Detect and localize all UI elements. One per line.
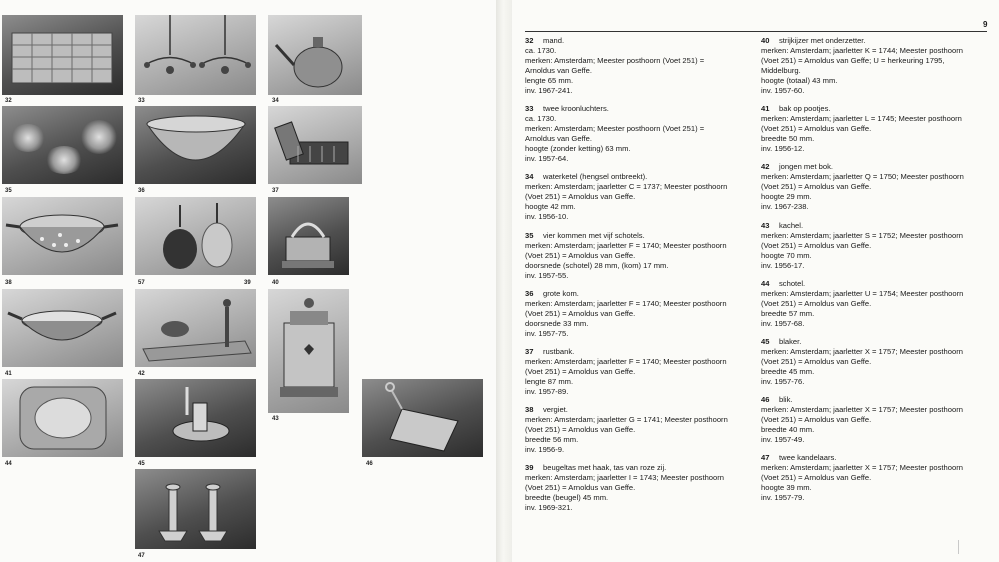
colander-illustration [2, 197, 123, 275]
photo-label: 35 [5, 188, 12, 194]
entry-detail-line: inv. 1957-68. [761, 318, 805, 328]
entry-heading [761, 279, 987, 289]
entry-detail-line: merken: Amsterdam; jaarletter F = 1740; Meester posthoorn [525, 356, 727, 366]
entry-detail-line: (Voet 251) = Arnoldus van Geffe. [761, 182, 872, 192]
entry-detail-line: breedte 57 mm. [761, 308, 815, 318]
saucer-illustration [2, 379, 123, 457]
photo-label: 47 [138, 553, 145, 559]
entry-detail-line: hoogte 42 mm. [525, 202, 576, 212]
entry-heading [761, 395, 987, 405]
photo-57-39-purses [135, 197, 256, 275]
entry-detail-line: merken: Amsterdam; Meester posthoorn (Voet 251) = [525, 124, 705, 134]
entry-heading [525, 405, 747, 415]
entry-detail-line: merken: Amsterdam; jaarletter L = 1745; Meester posthoorn [761, 114, 962, 124]
photo-47-candlesticks [135, 469, 256, 549]
entry-detail-line: ca. 1730. [525, 46, 557, 55]
entry-detail-line: Middelburg. [761, 66, 801, 75]
candlesticks-illustration [135, 469, 256, 549]
entry-heading [525, 347, 747, 357]
entry-title: beugeltas met haak, tas van roze zij. [543, 463, 667, 473]
chandeliers-illustration [135, 15, 256, 95]
photo-label: 36 [138, 188, 145, 194]
photo-43-stove [268, 289, 349, 413]
photo-33-chandeliers [135, 15, 256, 95]
catalogue-entry [525, 172, 747, 222]
photo-label: 41 [5, 371, 12, 377]
entry-detail-line: hoogte 39 mm. [761, 483, 812, 493]
catalogue-entry [525, 347, 747, 397]
entry-detail-line: inv. 1957-55. [525, 270, 569, 280]
page-edge-mark [958, 540, 965, 554]
entry-number: 44 [761, 278, 770, 288]
entry-detail-line: merken: Amsterdam; jaarletter X = 1757; Meester posthoorn [761, 346, 963, 356]
photo-label: 34 [272, 98, 279, 104]
entry-title: grote kom. [543, 288, 579, 298]
entry-detail-line: merken: Amsterdam; jaarletter G = 1741; Meester posthoorn [525, 415, 728, 425]
entry-number: 35 [525, 230, 534, 240]
entry-number: 43 [761, 220, 770, 230]
entry-title: twee kandelaars. [779, 453, 837, 463]
entry-detail-line: (Voet 251) = Arnoldus van Geffe. [525, 366, 636, 376]
entry-detail-line: breedte (beugel) 45 mm. [525, 493, 609, 503]
entry-number: 40 [761, 36, 770, 45]
daybed-illustration [268, 106, 362, 184]
entry-detail-line: hoogte 70 mm. [761, 250, 812, 260]
entry-detail-line: doorsnede (schotel) 28 mm, (kom) 17 mm. [525, 260, 669, 270]
catalogue-entry [525, 104, 747, 164]
entry-detail-line: merken: Amsterdam; jaarletter C = 1737; Meester posthoorn [525, 182, 728, 192]
entry-detail-line: inv. 1957-75. [525, 328, 569, 338]
entry-detail-line: ca. 1730. [525, 114, 557, 124]
entry-detail-line: inv. 1957-89. [525, 386, 569, 396]
entry-detail-line: (Voet 251) = Arnoldus van Geffe. [761, 240, 872, 250]
entry-detail-line: breedte 45 mm. [761, 366, 815, 376]
catalogue-entry [761, 395, 987, 445]
photo-label: 39 [244, 280, 251, 286]
entry-title: schotel. [779, 278, 806, 288]
boy-with-goat-illustration [135, 289, 256, 367]
entry-detail-line: inv. 1957-64. [525, 154, 569, 164]
entry-detail-line: (Voet 251) = Arnoldus van Geffe. [525, 192, 636, 202]
photo-label: 46 [366, 461, 373, 467]
entry-title: rustbank. [543, 346, 575, 356]
entry-detail-line: (Voet 251) = Arnoldus van Geffe. [525, 483, 636, 493]
entry-detail-line: merken: Amsterdam; jaarletter Q = 1750; Meester posthoorn [761, 172, 964, 182]
entry-number: 37 [525, 346, 534, 356]
entry-title: twee kroonluchters. [543, 104, 609, 114]
photo-label: 38 [5, 280, 12, 286]
entry-detail-line: Arnoldus van Geffe. [525, 134, 592, 144]
entry-detail-line: inv. 1969-321. [525, 503, 573, 513]
entry-detail-line: inv. 1956-10. [525, 212, 569, 222]
entry-heading [761, 337, 987, 347]
photo-label: 40 [272, 280, 279, 286]
photo-35-bowls-and-saucers [2, 106, 123, 184]
entry-detail-line: (Voet 251) = Arnoldus van Geffe. [761, 415, 872, 425]
entry-detail-line: inv. 1956-17. [761, 260, 805, 270]
photo-label: 42 [138, 371, 145, 377]
photo-45-candleholder [135, 379, 256, 457]
entry-detail-line: merken: Amsterdam; jaarletter F = 1740; Meester posthoorn [525, 298, 727, 308]
entry-title: bak op pootjes. [779, 104, 831, 114]
catalogue-entry [525, 405, 747, 455]
photo-44-saucer [2, 379, 123, 457]
entry-title: strijkijzer met onderzetter. [779, 36, 866, 45]
photo-46-dustpan [362, 379, 483, 457]
photo-41-footed-dish [2, 289, 123, 367]
header-rule [525, 31, 987, 32]
entry-detail-line: breedte 40 mm. [761, 425, 815, 435]
entry-number: 47 [761, 453, 770, 463]
kettle-illustration [268, 15, 362, 95]
entry-detail-line: breedte 50 mm. [761, 134, 815, 144]
entry-detail-line: merken: Amsterdam; jaarletter F = 1740; Meester posthoorn [525, 240, 727, 250]
entry-number: 36 [525, 288, 534, 298]
entry-heading [761, 36, 987, 46]
entry-detail-line: (Voet 251) = Arnoldus van Geffe. [525, 308, 636, 318]
entry-heading [525, 36, 747, 46]
catalogue-entry [761, 279, 987, 329]
catalogue-column-right [761, 36, 987, 512]
entry-detail-line: lengte 65 mm. [525, 76, 574, 85]
basket-illustration [2, 15, 123, 95]
entry-detail-line: inv. 1957-76. [761, 376, 805, 386]
iron-illustration [268, 197, 349, 275]
entry-number: 39 [525, 463, 534, 473]
page-number: 9 [983, 20, 988, 29]
entry-detail-line: inv. 1957-60. [761, 86, 805, 95]
photo-38-colander [2, 197, 123, 275]
entry-heading [761, 453, 987, 463]
entry-detail-line: inv. 1956-9. [525, 445, 565, 455]
candleholder-illustration [135, 379, 256, 457]
entry-detail-line: breedte 56 mm. [525, 435, 579, 445]
entry-heading [761, 162, 987, 172]
entry-heading [525, 104, 747, 114]
photo-label: 43 [272, 416, 279, 422]
catalogue-entry [761, 221, 987, 271]
catalogue-entry [761, 453, 987, 503]
entry-heading [525, 289, 747, 299]
entry-number: 32 [525, 36, 534, 45]
entry-title: vier kommen met vijf schotels. [543, 230, 645, 240]
entry-number: 33 [525, 104, 534, 114]
catalogue-entry [761, 36, 987, 96]
entry-heading [761, 221, 987, 231]
entry-title: blik. [779, 395, 793, 405]
entry-detail-line: inv. 1967-241. [525, 86, 573, 95]
catalogue-entry [761, 162, 987, 212]
catalogue-entry [525, 289, 747, 339]
entry-detail-line: merken: Amsterdam; jaarletter U = 1754; Meester posthoorn [761, 288, 964, 298]
catalogue-entry [525, 463, 747, 513]
photo-37-daybed [268, 106, 362, 184]
bowl-illustration [135, 106, 256, 184]
book-gutter [496, 0, 512, 562]
photo-40-iron [268, 197, 349, 275]
entry-detail-line: inv. 1957-79. [761, 493, 805, 503]
entry-detail-line: (Voet 251) = Arnoldus van Geffe. [525, 250, 636, 260]
entry-title: jongen met bok. [779, 162, 834, 172]
photo-label: 32 [5, 98, 12, 104]
entry-heading [525, 231, 747, 241]
entry-number: 45 [761, 336, 770, 346]
entry-number: 38 [525, 405, 534, 415]
catalogue-entry [525, 231, 747, 281]
entry-title: blaker. [779, 336, 802, 346]
catalogue-column-left [525, 36, 747, 522]
entry-detail-line: merken: Amsterdam; jaarletter I = 1743; Meester posthoorn [525, 473, 725, 483]
entry-title: waterketel (hengsel ontbreekt). [543, 172, 648, 182]
entry-heading [525, 172, 747, 182]
entry-detail-line: inv. 1957-49. [761, 435, 805, 445]
entry-detail-line: merken: Amsterdam; jaarletter K = 1744; Meester posthoorn [761, 46, 963, 55]
photo-label: 57 [138, 280, 145, 286]
photo-label: 33 [138, 98, 145, 104]
entry-title: kachel. [779, 220, 804, 230]
photo-label: 37 [272, 188, 279, 194]
stove-illustration [268, 289, 349, 413]
entry-heading [761, 104, 987, 114]
footed-dish-illustration [2, 289, 123, 367]
purses-illustration [135, 197, 256, 275]
entry-detail-line: (Voet 251) = Arnoldus van Geffe. [761, 124, 872, 134]
entry-number: 46 [761, 395, 770, 405]
catalogue-entry [525, 36, 747, 96]
entry-detail-line: (Voet 251) = Arnoldus van Geffe; U = herkeuring 1795, [761, 56, 945, 65]
entry-detail-line: Arnoldus van Geffe. [525, 66, 592, 75]
catalogue-entry [761, 337, 987, 387]
entry-detail-line: inv. 1956-12. [761, 144, 805, 154]
entry-detail-line: hoogte 29 mm. [761, 192, 812, 202]
entry-detail-line: hoogte (totaal) 43 mm. [761, 76, 838, 85]
left-page-photo-plates [0, 0, 496, 562]
entry-number: 41 [761, 104, 770, 114]
photo-36-large-bowl [135, 106, 256, 184]
photo-label: 45 [138, 461, 145, 467]
entry-detail-line: merken: Amsterdam; jaarletter S = 1752; Meester posthoorn [761, 230, 963, 240]
entry-number: 34 [525, 172, 534, 182]
photo-34-kettle [268, 15, 362, 95]
catalogue-entry [761, 104, 987, 154]
entry-detail-line: merken: Amsterdam; jaarletter X = 1757; Meester posthoorn [761, 405, 963, 415]
entry-detail-line: (Voet 251) = Arnoldus van Geffe. [761, 473, 872, 483]
entry-detail-line: (Voet 251) = Arnoldus van Geffe. [525, 425, 636, 435]
entry-title: mand. [543, 36, 565, 45]
photo-32-basket [2, 15, 123, 95]
entry-detail-line: inv. 1967-238. [761, 202, 809, 212]
entry-detail-line: merken: Amsterdam; jaarletter X = 1757; Meester posthoorn [761, 463, 963, 473]
entry-heading [525, 463, 747, 473]
entry-detail-line: lengte 87 mm. [525, 376, 574, 386]
entry-detail-line: (Voet 251) = Arnoldus van Geffe. [761, 298, 872, 308]
photo-42-boy-with-goat [135, 289, 256, 367]
entry-title: vergiet. [543, 405, 568, 415]
photo-label: 44 [5, 461, 12, 467]
dustpan-illustration [362, 379, 483, 457]
entry-number: 42 [761, 162, 770, 172]
entry-detail-line: hoogte (zonder ketting) 63 mm. [525, 144, 631, 154]
entry-detail-line: (Voet 251) = Arnoldus van Geffe. [761, 356, 872, 366]
entry-detail-line: doorsnede 33 mm. [525, 318, 589, 328]
entry-detail-line: merken: Amsterdam; Meester posthoorn (Voet 251) = [525, 56, 705, 65]
